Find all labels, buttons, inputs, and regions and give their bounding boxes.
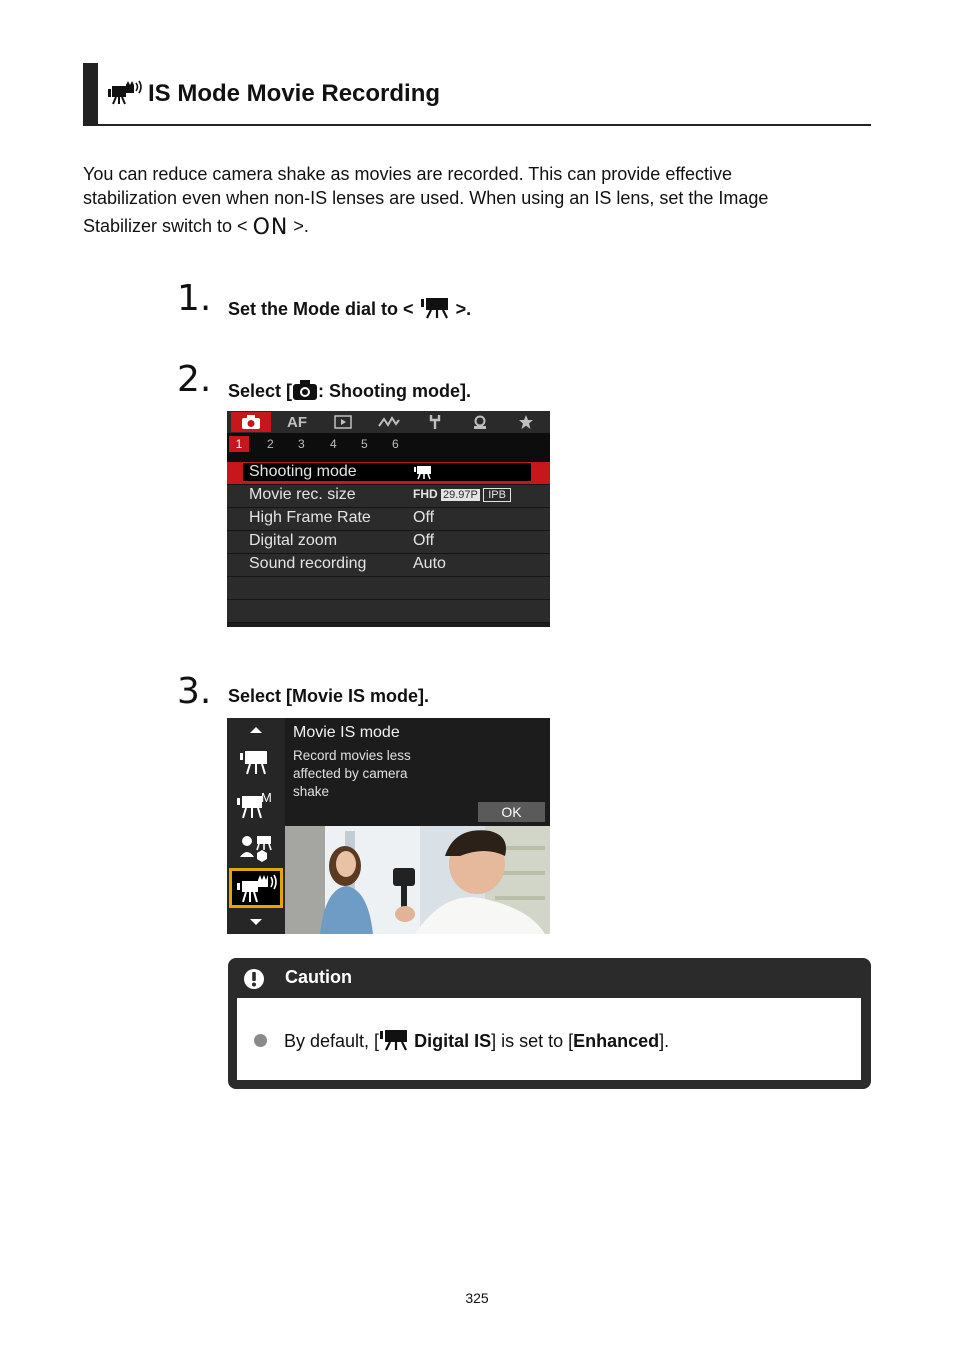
menu-row-label: Sound recording bbox=[249, 555, 367, 572]
mode-description-line: affected by camera bbox=[293, 766, 408, 781]
menu-row-label: High Frame Rate bbox=[249, 509, 371, 526]
intro-line-3 bbox=[83, 214, 853, 240]
mode-info-panel bbox=[285, 718, 550, 826]
wireless-tab-icon[interactable] bbox=[369, 412, 409, 432]
menu-row-label: Movie rec. size bbox=[249, 486, 356, 503]
mode-title: Movie IS mode bbox=[293, 724, 400, 741]
menu-row-empty bbox=[227, 600, 550, 623]
step-3-number: 3. bbox=[177, 671, 212, 712]
mode-description-line: Record movies less bbox=[293, 748, 411, 763]
rec-size-fps: 29.97P bbox=[443, 489, 478, 501]
page-number: 325 bbox=[465, 1290, 489, 1306]
menu-row-movie-rec-size[interactable] bbox=[227, 485, 550, 508]
title-accent-bar bbox=[83, 63, 98, 125]
intro-line-1: You can reduce camera shake as movies are recorded. This can provide effective bbox=[83, 164, 733, 184]
down-arrow-icon[interactable] bbox=[249, 918, 263, 926]
movie-manual-icon[interactable] bbox=[236, 790, 276, 820]
af-tab[interactable]: AF bbox=[287, 413, 307, 431]
mode-sidebar bbox=[227, 718, 285, 934]
menu-page-3[interactable]: 3 bbox=[298, 437, 305, 451]
step-1-text-post: >. bbox=[455, 299, 472, 319]
mode-description bbox=[293, 747, 473, 801]
rec-size-value bbox=[413, 487, 511, 501]
rec-size-fhd: FHD bbox=[413, 487, 438, 501]
menu-tab-bar bbox=[227, 411, 550, 433]
intro-paragraph bbox=[83, 162, 853, 240]
movie-is-mode-icon bbox=[236, 873, 280, 905]
caution-setting-name: Digital IS bbox=[414, 1031, 492, 1051]
caution-text bbox=[284, 1029, 669, 1052]
intro-line-2: stabilization even when non-IS lenses are used. When using an IS lens, set the Image bbox=[83, 188, 769, 208]
menu-row-value: Off bbox=[413, 532, 435, 549]
caution-title: Caution bbox=[285, 967, 352, 987]
caution-text-post: ]. bbox=[659, 1031, 670, 1051]
step-1-text-pre: Set the Mode dial to < bbox=[228, 299, 414, 319]
movie-mode-icon bbox=[419, 297, 451, 319]
caution-text-pre: By default, [ bbox=[284, 1031, 380, 1051]
manual-m-label: M bbox=[261, 790, 272, 805]
movie-is-mode-selected[interactable] bbox=[229, 868, 283, 908]
menu-row-value: Auto bbox=[413, 555, 446, 572]
rec-size-codec: IPB bbox=[483, 488, 511, 502]
menu-page-5[interactable]: 5 bbox=[361, 437, 368, 451]
mode-description-line: shake bbox=[293, 784, 330, 799]
on-switch-mark: ON bbox=[252, 215, 289, 240]
caution-icon bbox=[242, 967, 266, 991]
menu-page-4[interactable]: 4 bbox=[330, 437, 337, 451]
step-2-text-pre: Select [ bbox=[228, 381, 293, 401]
page-title: IS Mode Movie Recording bbox=[148, 80, 441, 107]
caution-text-mid: ] is set to [ bbox=[491, 1031, 574, 1051]
sample-vlog-photo bbox=[285, 826, 550, 934]
menu-row-high-frame-rate[interactable] bbox=[227, 508, 550, 531]
bullet-dot bbox=[254, 1034, 267, 1047]
caution-box bbox=[228, 958, 871, 1089]
menu-row-sound-recording[interactable] bbox=[227, 554, 550, 577]
movie-mode-icon bbox=[413, 465, 433, 485]
movie-digital-is-icon bbox=[108, 80, 142, 106]
ok-button[interactable]: OK bbox=[478, 802, 545, 822]
title-underline bbox=[83, 124, 871, 126]
playback-tab-icon[interactable] bbox=[323, 412, 363, 432]
caution-setting-value: Enhanced bbox=[573, 1031, 660, 1051]
camera-icon bbox=[292, 379, 318, 401]
menu-page-6[interactable]: 6 bbox=[392, 437, 399, 451]
caution-content bbox=[237, 998, 861, 1080]
camera-menu-screen bbox=[227, 411, 550, 627]
step-1-text bbox=[228, 297, 471, 320]
menu-page-2[interactable]: 2 bbox=[267, 437, 274, 451]
intro-line-3-pre: Stabilizer switch to < bbox=[83, 216, 248, 236]
menu-row-empty bbox=[227, 577, 550, 600]
custom-tab-icon[interactable] bbox=[460, 412, 500, 432]
menu-row-shooting-mode[interactable] bbox=[227, 462, 550, 485]
setup-tab-icon[interactable] bbox=[415, 412, 455, 432]
menu-row-digital-zoom[interactable] bbox=[227, 531, 550, 554]
movie-scene-icon[interactable] bbox=[239, 833, 273, 863]
step-2-text-post: : Shooting mode]. bbox=[318, 381, 472, 401]
camera-tab-icon[interactable] bbox=[231, 412, 271, 432]
step-2-text bbox=[228, 379, 471, 402]
movie-mode-icon bbox=[379, 1029, 409, 1051]
menu-page-1[interactable]: 1 bbox=[229, 436, 249, 452]
movie-auto-icon[interactable] bbox=[239, 750, 271, 776]
step-3-text: Select [Movie IS mode]. bbox=[228, 686, 430, 706]
up-arrow-icon[interactable] bbox=[249, 726, 263, 734]
menu-row-value: Off bbox=[413, 509, 435, 526]
step-2-number: 2. bbox=[177, 359, 212, 400]
movie-mode-select-screen bbox=[227, 718, 550, 934]
intro-line-3-post: >. bbox=[293, 216, 309, 236]
menu-row-label: Digital zoom bbox=[249, 532, 338, 549]
step-1-number: 1. bbox=[177, 278, 212, 319]
menu-row-label: Shooting mode bbox=[249, 463, 357, 480]
my-menu-star-icon[interactable] bbox=[506, 412, 546, 432]
